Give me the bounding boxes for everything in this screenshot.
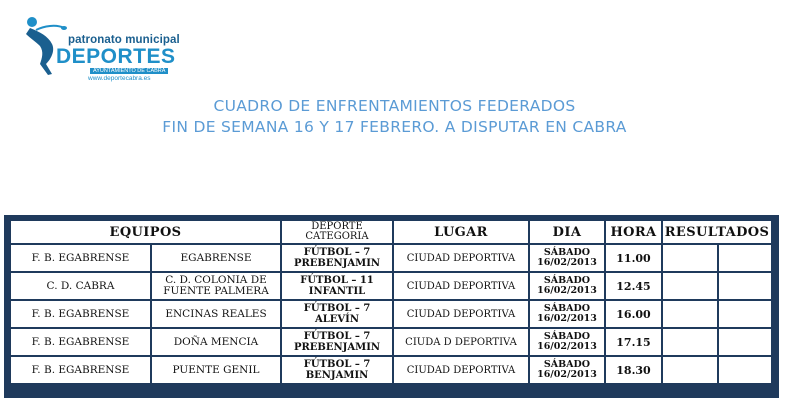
header-deporte-line2: CATEGORIA xyxy=(305,231,369,242)
deporte-categoria: PREBENJAMIN xyxy=(293,342,381,353)
dia-name: SÁBADO xyxy=(543,331,591,342)
fixtures-table-frame xyxy=(4,215,779,398)
cell-visitante xyxy=(152,273,280,299)
deporte-categoria: BENJAMIN xyxy=(305,370,369,381)
header-deporte xyxy=(282,221,392,243)
logo xyxy=(20,14,185,84)
dia-name: SÁBADO xyxy=(543,247,591,258)
cell-lugar: CIUDAD DEPORTIVA xyxy=(394,301,528,327)
cell-local: F. B. EGABRENSE xyxy=(11,357,150,383)
cell-hora: 17.15 xyxy=(606,329,661,355)
cell-deporte xyxy=(282,329,392,355)
table-row xyxy=(11,329,771,355)
logo-line-patronato: patronato municipal xyxy=(68,34,180,46)
table-row xyxy=(11,273,771,299)
cell-deporte xyxy=(282,357,392,383)
cell-resultado-local xyxy=(663,329,717,355)
cell-lugar: CIUDAD DEPORTIVA xyxy=(394,273,528,299)
deporte-name: FÚTBOL – 7 xyxy=(303,331,371,342)
cell-dia xyxy=(530,301,604,327)
cell-local: F. B. EGABRENSE xyxy=(11,301,150,327)
cell-resultado-visitante xyxy=(719,301,771,327)
cell-resultado-local xyxy=(663,301,717,327)
cell-visitante: DOÑA MENCIA xyxy=(152,329,280,355)
cell-lugar: CIUDAD DEPORTIVA xyxy=(394,357,528,383)
dia-fecha: 16/02/2013 xyxy=(537,313,597,324)
deporte-name: FÚTBOL – 7 xyxy=(303,303,371,314)
cell-resultado-local xyxy=(663,273,717,299)
dia-name: SÁBADO xyxy=(543,275,591,286)
cell-dia xyxy=(530,329,604,355)
cell-lugar: CIUDAD DEPORTIVA xyxy=(394,245,528,271)
cell-local: F. B. EGABRENSE xyxy=(11,329,150,355)
header-dia: DIA xyxy=(530,221,604,243)
logo-line-deportes: DEPORTES xyxy=(56,45,176,68)
deporte-name: FÚTBOL – 11 xyxy=(300,275,374,286)
logo-line-ayuntamiento: AYUNTAMIENTO DE CABRA xyxy=(90,68,168,74)
table-row xyxy=(11,357,771,383)
logo-website: www.deportecabra.es xyxy=(88,75,151,82)
visitante-line2: FUENTE PALMERA xyxy=(163,285,269,297)
cell-resultado-local xyxy=(663,357,717,383)
cell-hora: 12.45 xyxy=(606,273,661,299)
cell-dia xyxy=(530,245,604,271)
cell-lugar: CIUDA D DEPORTIVA xyxy=(394,329,528,355)
cell-local: C. D. CABRA xyxy=(11,273,150,299)
cell-hora: 11.00 xyxy=(606,245,661,271)
table-row xyxy=(11,301,771,327)
cell-resultado-visitante xyxy=(719,273,771,299)
deporte-name: FÚTBOL – 7 xyxy=(303,247,371,258)
cell-resultado-visitante xyxy=(719,357,771,383)
deporte-categoria: PREBENJAMIN xyxy=(293,258,381,269)
header-deporte-line1: DEPORTE xyxy=(311,221,363,232)
header-lugar: LUGAR xyxy=(394,221,528,243)
table-row xyxy=(11,245,771,271)
deporte-categoria: INFANTIL xyxy=(308,286,366,297)
cell-visitante: PUENTE GENIL xyxy=(152,357,280,383)
visitante-line1: C. D. COLONIA DE xyxy=(165,274,267,286)
cell-resultado-local xyxy=(663,245,717,271)
dia-name: SÁBADO xyxy=(543,359,591,370)
header-hora: HORA xyxy=(606,221,661,243)
dia-fecha: 16/02/2013 xyxy=(537,257,597,268)
page-title-line1: CUADRO DE ENFRENTAMIENTOS FEDERADOS xyxy=(213,97,576,115)
dia-fecha: 16/02/2013 xyxy=(537,285,597,296)
cell-deporte xyxy=(282,273,392,299)
cell-visitante: ENCINAS REALES xyxy=(152,301,280,327)
cell-dia xyxy=(530,273,604,299)
page-title-line2: FIN DE SEMANA 16 Y 17 FEBRERO. A DISPUTAR EN CABRA xyxy=(162,118,627,136)
cell-hora: 16.00 xyxy=(606,301,661,327)
cell-deporte xyxy=(282,301,392,327)
fixtures-table xyxy=(9,219,773,385)
dia-name: SÁBADO xyxy=(543,303,591,314)
cell-local: F. B. EGABRENSE xyxy=(11,245,150,271)
header-resultados: RESULTADOS xyxy=(663,221,771,243)
deporte-name: FÚTBOL – 7 xyxy=(303,359,371,370)
dia-fecha: 16/02/2013 xyxy=(537,341,597,352)
cell-deporte xyxy=(282,245,392,271)
cell-dia xyxy=(530,357,604,383)
cell-resultado-visitante xyxy=(719,329,771,355)
cell-resultado-visitante xyxy=(719,245,771,271)
dia-fecha: 16/02/2013 xyxy=(537,369,597,380)
cell-visitante: EGABRENSE xyxy=(152,245,280,271)
table-header-row xyxy=(11,221,771,243)
header-equipos: EQUIPOS xyxy=(11,221,280,243)
deporte-categoria: ALEVÍN xyxy=(315,314,359,325)
cell-hora: 18.30 xyxy=(606,357,661,383)
